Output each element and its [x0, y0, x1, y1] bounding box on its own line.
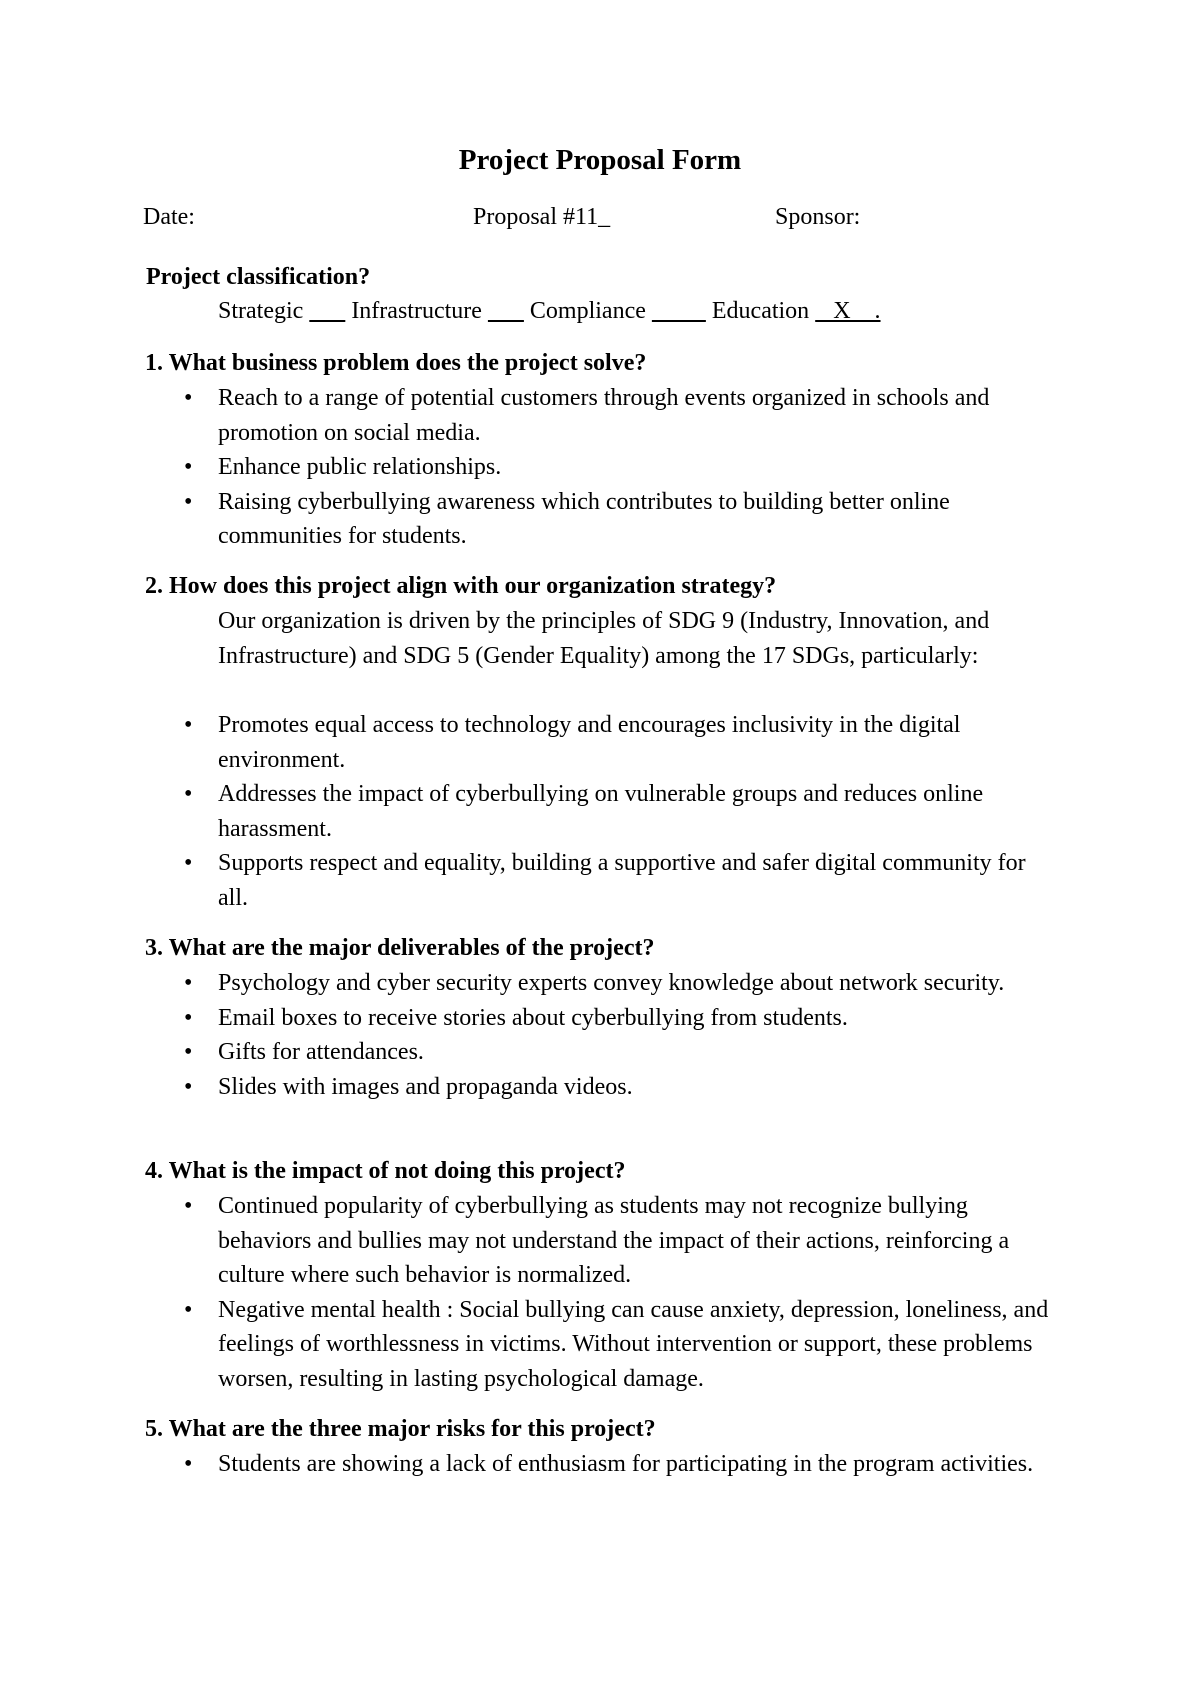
- education-mark: X .: [815, 298, 881, 324]
- classification-heading: Project classification?: [146, 264, 371, 290]
- bullet-icon: •: [184, 1073, 193, 1100]
- list-item: [184, 1070, 1060, 1105]
- section-heading: 2. How does this project align with our organization strategy?: [145, 573, 777, 599]
- sponsor-label: Sponsor:: [775, 204, 861, 230]
- list-item-text: Negative mental health : Social bullying can cause anxiety, depression, loneliness, and feelings of worthlessness in victims. Without intervention or support, these problems worsen, resulting in lasting psychological damage.: [218, 1296, 1049, 1392]
- bullet-icon: •: [184, 1451, 193, 1477]
- education-label: Education: [711, 298, 810, 324]
- section-heading: 1. What business problem does the project solve?: [145, 350, 647, 376]
- list-item: [184, 381, 1060, 450]
- bullet-icon: •: [184, 781, 193, 807]
- list-item: [184, 1189, 1053, 1293]
- compliance-blank: [652, 298, 706, 324]
- bullet-icon: •: [184, 488, 193, 515]
- list-item-text: Raising cyberbullying awareness which contributes to building better online communities for students.: [218, 488, 950, 549]
- list-item-text: Students are showing a lack of enthusiasm for participating in the program activities.: [218, 1451, 1034, 1477]
- list-item: [184, 450, 1060, 485]
- proposal-number: Proposal #11_: [473, 204, 611, 230]
- infrastructure-label: Infrastructure: [351, 298, 482, 324]
- bullet-icon: •: [184, 1004, 193, 1031]
- compliance-label: Compliance: [529, 298, 646, 324]
- bullet-icon: •: [184, 1296, 193, 1323]
- section-heading: 5. What are the three major risks for this project?: [145, 1416, 656, 1442]
- bullet-list: [184, 1189, 1053, 1396]
- bullet-list: [184, 708, 1060, 915]
- list-item-text: Enhance public relationships.: [218, 454, 502, 480]
- list-item: [184, 1035, 1060, 1070]
- infrastructure-blank: [488, 298, 524, 324]
- section-heading: 3. What are the major deliverables of the project?: [145, 935, 655, 961]
- bullet-list: [184, 966, 1060, 1104]
- list-item: [184, 846, 1060, 915]
- bullet-list: [184, 1447, 1060, 1482]
- list-item: [184, 777, 1060, 846]
- bullet-icon: •: [184, 1039, 193, 1065]
- classification-options: [218, 298, 881, 325]
- list-item: [184, 1293, 1053, 1397]
- list-item: [184, 708, 1060, 777]
- section-intro: Our organization is driven by the principles of SDG 9 (Industry, Innovation, and Infrastructure) and SDG 5 (Gender Equality) among the 17 SDGs, particularly:: [218, 608, 990, 669]
- bullet-icon: •: [184, 850, 193, 876]
- section-heading: 4. What is the impact of not doing this project?: [145, 1158, 626, 1184]
- bullet-icon: •: [184, 1193, 193, 1219]
- list-item: [184, 966, 1060, 1001]
- bullet-icon: •: [184, 385, 193, 411]
- list-item-text: Email boxes to receive stories about cyberbullying from students.: [218, 1004, 848, 1031]
- list-item-text: Gifts for attendances.: [218, 1039, 424, 1065]
- list-item-text: Slides with images and propaganda videos.: [218, 1073, 633, 1100]
- page-title: Project Proposal Form: [458, 144, 742, 176]
- list-item-text: Addresses the impact of cyberbullying on vulnerable groups and reduces online harassment.: [218, 781, 984, 842]
- bullet-icon: •: [184, 712, 193, 738]
- bullet-list: [184, 381, 1060, 554]
- date-label: Date:: [143, 204, 195, 230]
- list-item: [184, 1447, 1060, 1482]
- bullet-icon: •: [184, 454, 193, 480]
- list-item-text: Psychology and cyber security experts convey knowledge about network security.: [218, 970, 1005, 996]
- list-item-text: Promotes equal access to technology and encourages inclusivity in the digital environment.: [218, 712, 961, 773]
- strategic-label: Strategic: [218, 298, 304, 324]
- strategic-blank: [309, 298, 345, 324]
- bullet-icon: •: [184, 970, 193, 996]
- list-item-text: Supports respect and equality, building a supportive and safer digital community for all.: [218, 850, 1026, 911]
- list-item: [184, 1001, 1060, 1036]
- list-item-text: Reach to a range of potential customers through events organized in schools and promotion on social media.: [218, 385, 990, 446]
- list-item-text: Continued popularity of cyberbullying as students may not recognize bullying behaviors and bullies may not understand the impact of their actions, reinforcing a culture where such behavior is normalized.: [218, 1193, 1010, 1288]
- list-item: [184, 485, 1060, 554]
